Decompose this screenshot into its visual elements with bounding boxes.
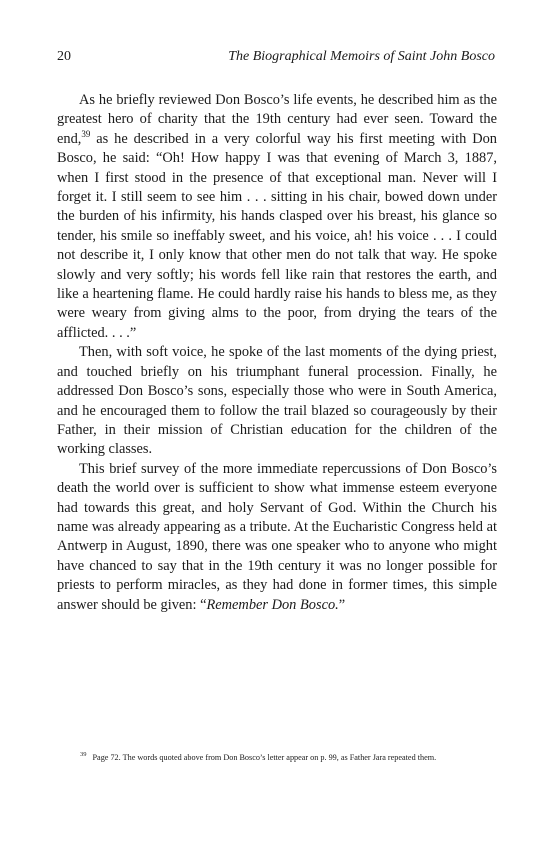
body-text bbox=[57, 91, 497, 615]
running-head: The Biographical Memoirs of Saint John Bosco bbox=[228, 49, 495, 64]
paragraph-2: Then, with soft voice, he spoke of the last moments of the dying priest, and touched briefly on his triumphant funeral procession. Finally, he addressed Don Bosco’s sons, especially those who were in South America, and he encouraged them to follow the trail blazed so courageously by their Father, in their mission of Christian education for the children of the working classes. bbox=[57, 344, 497, 458]
paragraph-1 bbox=[57, 91, 497, 343]
paragraph-3-part-a: This brief survey of the more immediate repercussions of Don Bosco’s death the world over is sufficient to show what immense esteem everyone had towards this great, and holy Servant of God. Within the Church his name was already appearing as a tribute. At the Eucharistic Congress held at Antwerp in August, 1890, there was one speaker who to anyone who might have chanced to say that in the 19th century it was no longer possible for priests to perform miracles, as they had done in former times, this simple answer should be given: “ bbox=[57, 460, 497, 613]
footnote-reference: 39 bbox=[81, 129, 91, 140]
emphasized-quote: Remember Don Bosco. bbox=[206, 596, 339, 613]
page-number: 20 bbox=[57, 49, 71, 64]
paragraph-3 bbox=[57, 460, 497, 615]
footnote-mark: 39 bbox=[80, 751, 87, 759]
paragraph-1-part-b: as he described in a very colorful way his first meeting with Don Bosco, he said: “Oh! How happy I was that evening of March 3, 1887, when I first stood in the presence of that exceptional man. Never will I forget it. I still seem to see him . . . sitting in his chair, bowed down under the burden of his infirmity, his hands clasped over his breast, his glance so tender, his smile so ineffably sweet, and his voice, ah! his voice . . . I could not describe it, I only know that other men do not talk that way. He spoke slowly and very softly; his words fell like rain that restores the earth, and like a heartening flame. He could hardly raise his hands to bless me, as they were weary from giving alms to the poor, from drying the tears of the afflicted. . . .” bbox=[57, 130, 497, 341]
paragraph-1-part-a: As he briefly reviewed Don Bosco’s life events, he described him as the greatest hero of charity that the 19th century had ever seen. Toward the end, bbox=[57, 92, 497, 147]
footnote-text: Page 72. The words quoted above from Don Bosco’s letter appear on p. 99, as Father Jara repeated them. bbox=[92, 753, 437, 762]
paragraph-3-part-b: ” bbox=[338, 596, 346, 613]
footnote bbox=[80, 752, 510, 763]
